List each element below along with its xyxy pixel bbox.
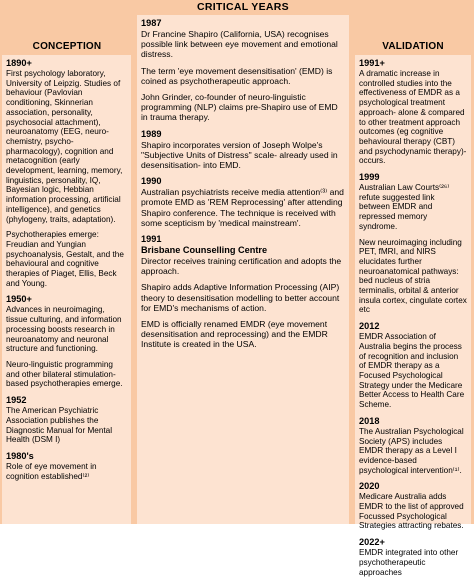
entry-paragraph: Dr Francine Shapiro (California, USA) recognises possible link between eye movement and emotional distress. — [141, 29, 338, 60]
entry-text — [6, 462, 127, 481]
conception-header: CONCEPTION — [2, 40, 132, 54]
timeline-entry — [6, 451, 127, 481]
entry-paragraph: Australian psychiatrists receive media attention⁽³⁾ and promote EMD as 'REM Reprocessing' after attending Shapiro conference. The technique is received with some scepticism by 'medical mainstream'. — [141, 187, 344, 228]
entry-paragraph: The term 'eye movement desensitisation' (EMD) is coined as psychotherapeutic approach. — [141, 65, 333, 86]
entry-text — [359, 332, 467, 410]
entry-text — [359, 183, 467, 315]
entry-year: 2018 — [359, 415, 380, 426]
entry-paragraph: Advances in neuroimaging, tissue culturing, and information processing boosts research in neuroanatomy and neuronal structure and functioning. — [6, 305, 122, 354]
timeline-entry — [141, 176, 345, 228]
entry-paragraph: Director receives training certification and adopts the approach. — [141, 256, 342, 277]
entry-year: 1991 — [141, 234, 162, 245]
entry-text — [359, 69, 467, 166]
entry-year: 1999 — [359, 172, 380, 183]
entry-organisation: Brisbane Counselling Centre — [141, 245, 268, 256]
entry-paragraph: EMDR integrated into other psychotherapeutic approaches — [359, 548, 459, 577]
entry-paragraph: Medicare Australia adds EMDR to the list of approved Focussed Psychological Strategies attracting rebates. — [359, 492, 464, 531]
entry-text — [141, 256, 345, 350]
entry-text — [6, 305, 127, 389]
critical-years-header: CRITICAL YEARS — [197, 1, 289, 13]
entry-paragraph: Shapiro incorporates version of Joseph Wolpe's "Subjective Units of Distress" scale- already used in desensitisation- into EMD. — [141, 139, 338, 171]
entry-paragraph: EMDR Association of Australia begins the process of recognition and inclusion of EMDR therapy as a Focused Psychological Strategy under the Medicare Better Access to Health Care Scheme. — [359, 332, 465, 410]
entry-year: 2022+ — [359, 537, 385, 548]
entry-year: 1980's — [6, 450, 34, 461]
entry-text — [6, 69, 127, 288]
entry-paragraph: Shapiro adds Adaptive Information Processing (AIP) theory to desensitisation modelling to better account for EMD's mechanisms of action. — [141, 282, 340, 313]
entry-year: 1989 — [141, 128, 162, 139]
timeline-entry — [359, 537, 467, 577]
entry-paragraph: The American Psychiatric Association publishes the Diagnostic Manual for Mental Health (DSM I) — [6, 406, 113, 445]
entry-text — [141, 29, 345, 123]
entry-text — [359, 548, 467, 577]
timeline-entry — [6, 58, 127, 288]
entry-text — [141, 140, 345, 171]
timeline-entry — [6, 395, 127, 445]
entry-year: 1990 — [141, 176, 162, 187]
entry-paragraph: John Grinder, co-founder of neuro-linguistic programming (NLP) claims pre-Shapiro use of EMD in trauma therapy. — [141, 92, 338, 123]
entry-text — [141, 187, 345, 228]
entry-year: 1890+ — [6, 58, 32, 68]
timeline-entry — [359, 172, 467, 315]
timeline-entry — [359, 58, 467, 166]
entry-text — [359, 427, 467, 476]
entry-year: 2012 — [359, 321, 380, 332]
entry-text — [359, 492, 467, 531]
entry-paragraph: Neuro-linguistic programming and other bilateral stimulation-based psychotherapies emerge. — [6, 359, 123, 389]
entry-paragraph: Australian Law Courts⁽²⁶⁾ refute suggested link between EMDR and repressed memory syndrome. — [359, 183, 450, 231]
timeline-entry — [359, 321, 467, 410]
entry-year: 1950+ — [6, 294, 32, 305]
entry-year: 1991+ — [359, 58, 385, 68]
timeline-entry — [141, 234, 345, 350]
timeline-entry — [359, 416, 467, 476]
entry-paragraph: Role of eye movement in cognition established⁽²⁾ — [6, 461, 97, 481]
entry-paragraph: Psychotherapies emerge: Freudian and Yungian psychoanalysis, Gestalt, and the behavioural and cognitive therapies of Piaget, Ellis, Beck and Young. — [6, 230, 124, 288]
entry-paragraph: First psychology laboratory, University of Leipzig. Studies of behaviour (Pavlovian conditioning, Skinnerian association, personality, psychosocial attachment), neuroanatomy (EEG, neuro-chemistry, psycho-pharmacology), cognition and metacognition (early development, learning, memory, linguistics, personality, IQ, Bayesian logic, Hebbian information processing, artificial intelligence), and genetics (phylogeny, traits, adaptation). — [6, 69, 123, 224]
entry-year: 1952 — [6, 395, 27, 406]
critical-years-panel — [137, 15, 349, 524]
timeline-entry — [359, 481, 467, 531]
entry-year: 1987 — [141, 18, 162, 28]
timeline-entry — [141, 129, 345, 171]
validation-header: VALIDATION — [354, 40, 472, 54]
entry-paragraph: A dramatic increase in controlled studies into the effectiveness of EMDR as a psychological treatment approach- alone & compared to other treatment approach outcomes (eg cognitive behavioural therapy (CBT) and psychodynamic therapy)- occurs. — [359, 69, 467, 166]
conception-panel — [2, 55, 131, 524]
timeline-entry — [141, 18, 345, 123]
timeline-entry — [6, 294, 127, 389]
entry-paragraph: EMD is officially renamed EMDR (eye movement desensitisation and reprocessing) and the EMDR Institute is created in the USA. — [141, 319, 328, 350]
entry-paragraph: The Australian Psychological Society (APS) includes EMDR therapy as a Level I evidence-based psychological intervention⁽¹⁾. — [359, 426, 464, 475]
validation-panel — [355, 55, 471, 577]
entry-text — [6, 406, 127, 445]
entry-year: 2020 — [359, 481, 380, 492]
entry-paragraph: New neuroimaging including PET, fMRI, and NIRS elucidates further neuroanatomical pathways: bed nucleus of stria terminalis, orbital & anterior insula cortex, cingulate cortex etc — [359, 237, 467, 315]
